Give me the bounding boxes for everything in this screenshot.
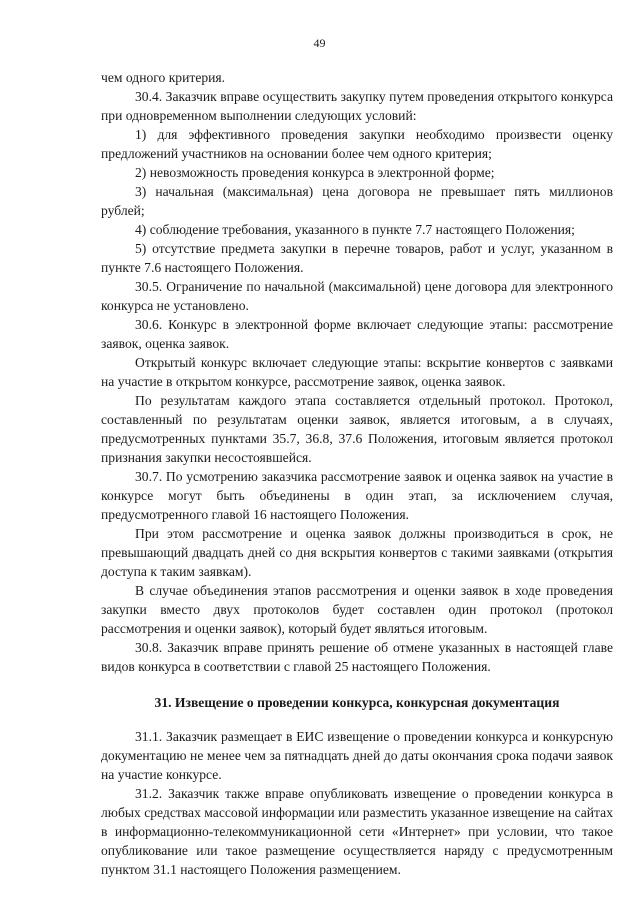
paragraph: 31.1. Заказчик размещает в ЕИС извещение о проведении конкурса и конкурсную документацию не менее чем за пятнадцать дней до даты окончания срока подачи заявок на участие конкурсе. [101,729,613,782]
paragraph: В случае объединения этапов рассмотрения и оценки заявок в ходе проведения закупки вместо двух протоколов будет составлен один протокол (протокол рассмотрения и оценки заявок), который будет являться итоговым. [101,583,613,636]
paragraph: 1) для эффективного проведения закупки необходимо произвести оценку предложений участников на основании более чем одного критерия; [101,127,613,161]
paragraph: 30.7. По усмотрению заказчика рассмотрение заявок и оценка заявок на участие в конкурсе могут быть объединены в один этап, за исключением случая, предусмотренного главой 16 настоящего Положения. [101,469,613,522]
paragraph: 31.2. Заказчик также вправе опубликовать извещение о проведении конкурса в любых средствах массовой информации или разместить указанное извещение на сайтах в информационно-телекоммуникационной сети «Интернет» при условии, что такое опубликование или такое размещение осуществляется наряду с предусмотренным пунктом 31.1 настоящего Положения размещением. [101,786,613,877]
paragraph: 4) соблюдение требования, указанного в пункте 7.7 настоящего Положения; [135,222,575,237]
paragraph: 30.4. Заказчик вправе осуществить закупку путем проведения открытого конкурса при одновременном выполнении следующих условий: [101,89,613,123]
paragraph: чем одного критерия. [101,70,226,85]
paragraph: 3) начальная (максимальная) цена договора не превышает пять миллионов рублей; [101,184,613,218]
paragraph: Открытый конкурс включает следующие этапы: вскрытие конвертов с заявками на участие в открытом конкурсе, рассмотрение заявок, оценка заявок. [101,355,613,389]
paragraph: 30.6. Конкурс в электронной форме включает следующие этапы: рассмотрение заявок, оценка заявок. [101,317,613,351]
paragraphs-after-section [101,727,613,879]
paragraph: По результатам каждого этапа составляется отдельный протокол. Протокол, составленный по результатам оценки заявок, является итоговым, а в случаях, предусмотренных пунктами 35.7, 36.8, 37.6 Положения, итоговым является протокол признания закупки несостоявшейся. [101,393,613,465]
paragraph: 5) отсутствие предмета закупки в перечне товаров, работ и услуг, указанном в пункте 7.6 настоящего Положения. [101,241,613,275]
paragraphs-before-section [101,68,613,676]
paragraph: При этом рассмотрение и оценка заявок должны производиться в срок, не превышающий двадцать дней со дня вскрытия конвертов с такими заявками (открытия доступа к таким заявкам). [101,526,613,579]
paragraph: 30.8. Заказчик вправе принять решение об отмене указанных в настоящей главе видов конкурса в соответствии с главой 25 настоящего Положения. [101,640,613,674]
section-heading: 31. Извещение о проведении конкурса, конкурсная документация [154,695,560,710]
page-number: 49 [313,36,326,50]
paragraph: 30.5. Ограничение по начальной (максимальной) цене договора для электронного конкурса не установлено. [101,279,613,313]
paragraph: 2) невозможность проведения конкурса в электронной форме; [135,165,495,180]
document-body [101,68,613,879]
